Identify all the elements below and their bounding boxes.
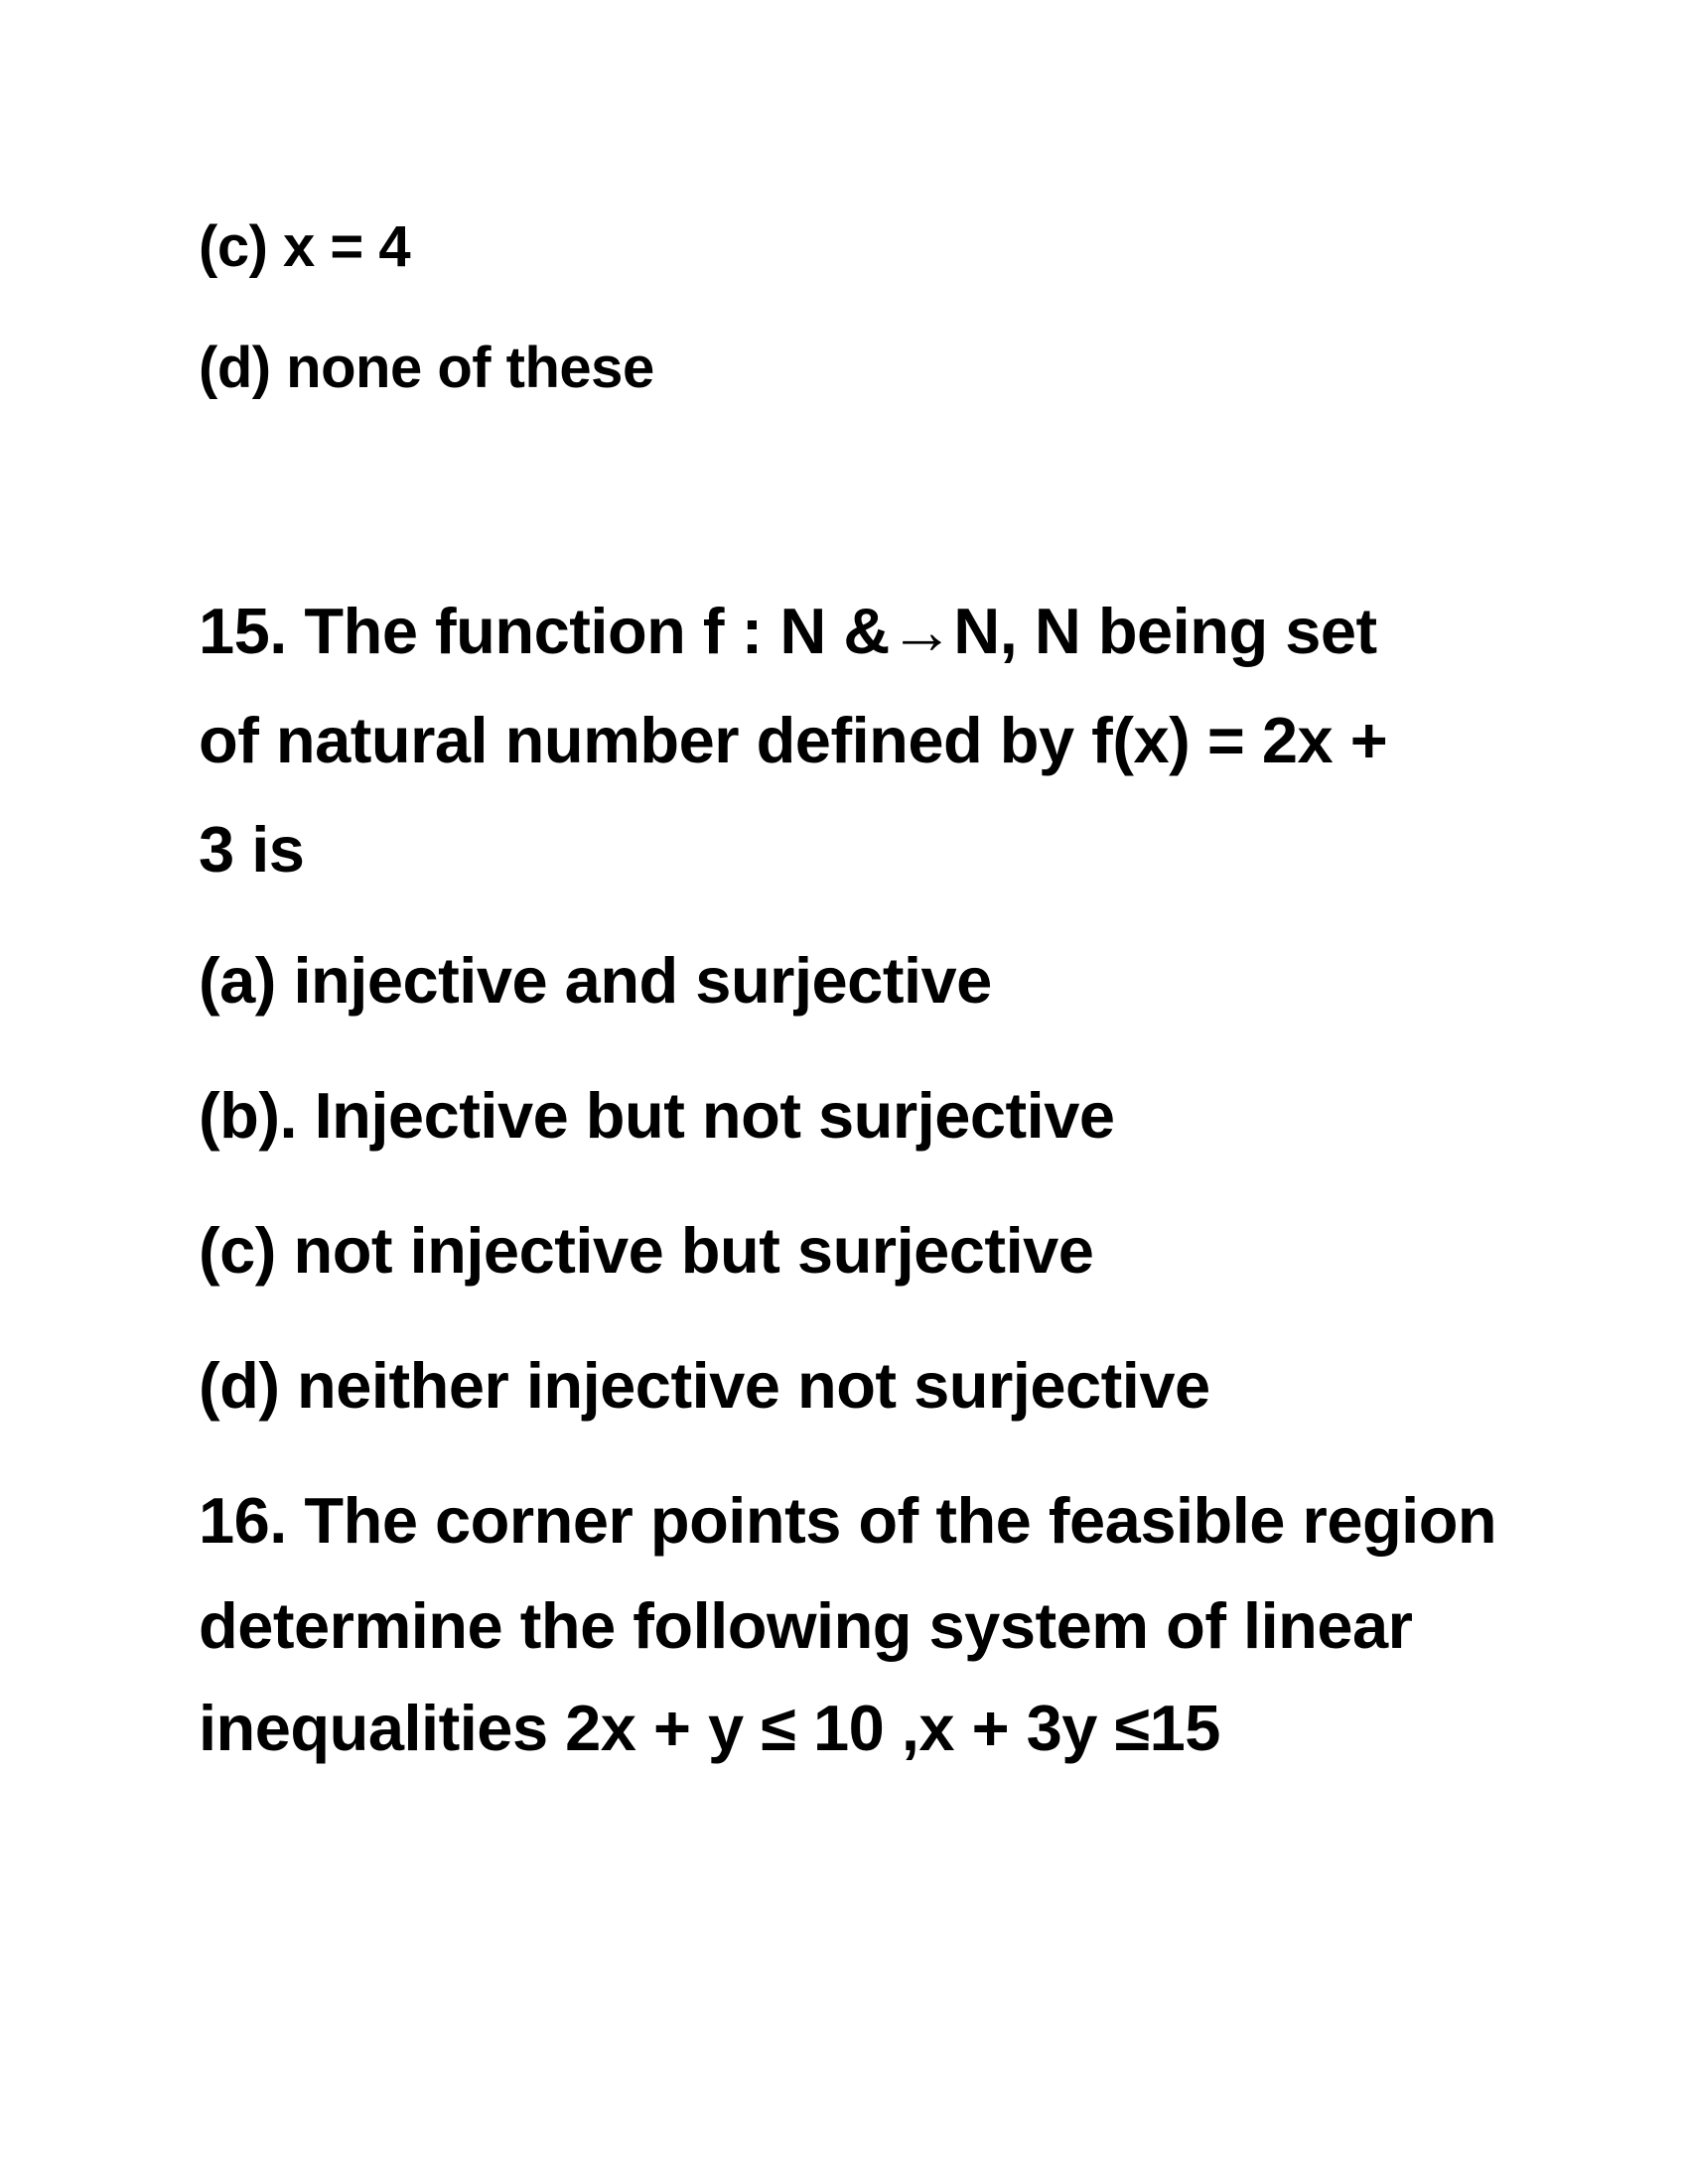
prev-option-d: (d) none of these <box>199 336 654 400</box>
q15-option-b: (b). Injective but not surjective <box>199 1079 1115 1152</box>
q15-option-d: (d) neither injective not surjective <box>199 1349 1210 1422</box>
q16-text-line-3: inequalities 2x + y ≤ 10 ,x + 3y ≤15 <box>199 1692 1220 1764</box>
q15-text-line-3: 3 is <box>199 813 305 886</box>
q16-text-line-1: 16. The corner points of the feasible region <box>199 1484 1497 1557</box>
q15-text-line-1: 15. The function f : N &→N, N being set <box>199 595 1377 667</box>
q15-text-line-2: of natural number defined by f(x) = 2x + <box>199 704 1388 776</box>
q15-option-c: (c) not injective but surjective <box>199 1214 1094 1287</box>
q15-option-a: (a) injective and surjective <box>199 944 992 1017</box>
prev-option-c: (c) x = 4 <box>199 214 411 279</box>
q16-text-line-2: determine the following system of linear <box>199 1589 1413 1662</box>
